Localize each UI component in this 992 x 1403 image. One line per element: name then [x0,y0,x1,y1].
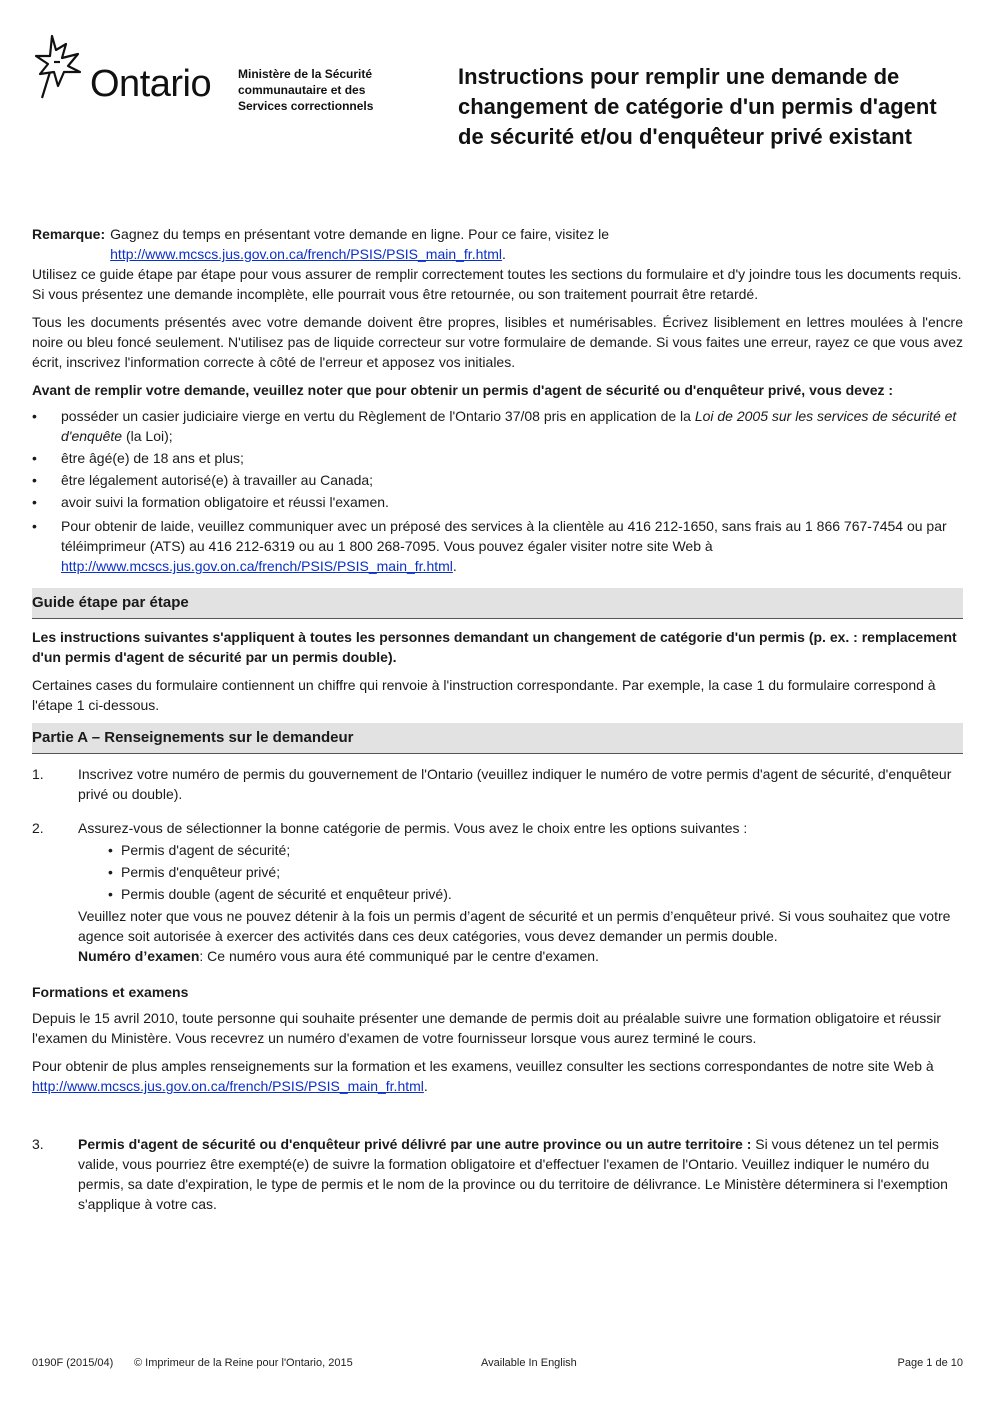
psis-website-link[interactable]: http://www.mcscs.jus.gov.on.ca/french/PSIS/PSIS_main_fr.html [61,558,453,574]
guide-section-heading: Guide étape par étape [32,588,963,619]
list-item: • posséder un casier judiciaire vierge en vertu du Règlement de l'Ontario 37/08 pris en application de la Loi de 2005 sur les services de sécurité et d'enquête (la Loi); [32,408,957,444]
trillium-icon [32,32,94,104]
page-number: Page 1 de 10 [897,1357,963,1369]
document-body [32,224,963,1228]
documents-paragraph: Tous les documents présentés avec votre demande doivent être propres, lisibles et numérisables. Écrivez lisiblement en lettres moulées à l'encre noire ou bleu foncé seulement. N'utilisez pas de liquide correcteur sur votre formulaire de demande. Si vous faites une erreur, rayez ce que vous avez écrit, inscrivez l'information correcte à côté de l'erreur et apposez vos initiales. [32,314,963,370]
requirements-list [32,406,963,576]
training-info-paragraph: Pour obtenir de plus amples renseignements sur la formation et les examens, veuillez consulter les sections correspondantes de notre site Web à http://www.mcscs.jus.gov.on.ca/french/PSIS/PSIS_main_fr.html. [32,1058,934,1094]
list-item: • être âgé(e) de 18 ans et plus; [32,450,244,466]
list-item: • Permis d'agent de sécurité; [108,842,291,858]
list-item: • Permis d'enquêteur privé; [108,864,281,880]
list-item: • être légalement autorisé(e) à travailler au Canada; [32,472,374,488]
step-3: 3. Permis d'agent de sécurité ou d'enquêteur privé délivré par une autre province ou un autre territoire : Si vous détenez un tel permis valide, vous pourriez être exempté(e) de suivre la formation obligatoire et d'effectuer l'examen de l'Ontario. Veuillez indiquer le numéro du permis, sa date d'expiration, le type de permis et le nom de la province ou du territoire de délivrance. Le Ministère déterminera si l'exemption s'applique à votre cas. [32,1136,948,1212]
remark-body: Gagnez du temps en présentant votre demande en ligne. Pour ce faire, visitez le http://www.mcscs.jus.gov.on.ca/french/PSIS/PSIS_main_fr.html. [110,226,609,262]
list-item: • Pour obtenir de laide, veuillez communiquer avec un préposé des services à la clientèle au 416 212-1650, sans frais au 1 866 767-7454 ou par téléimprimeur (ATS) au 416 212-6319 ou au 1 800 268-7095. Vous pouvez égaler visiter notre site Web à http://www.mcscs.jus.gov.on.ca/french/PSIS/PSIS_main_fr.html. [32,518,947,574]
available-in-english: Available In English [481,1357,577,1369]
online-application-link[interactable]: http://www.mcscs.jus.gov.on.ca/french/PSIS/PSIS_main_fr.html [110,246,503,262]
form-code: 0190F (2015/04) [32,1357,114,1369]
page-header [32,30,963,160]
license-options-list [78,840,963,904]
training-heading: Formations et examens [32,984,189,1000]
remark-note [32,224,963,264]
training-website-link[interactable]: http://www.mcscs.jus.gov.on.ca/french/PSIS/PSIS_main_fr.html [32,1078,424,1094]
list-item: • Permis double (agent de sécurité et enquêteur privé). [108,886,452,902]
copyright: © Imprimeur de la Reine pour l'Ontario, 2015 [134,1357,353,1369]
exam-number-note: Numéro d’examen: Ce numéro vous aura été communiqué par le centre d'examen. [78,948,599,964]
requirements-heading: Avant de remplir votre demande, veuillez noter que pour obtenir un permis d'agent de sécurité ou d'enquêteur privé, vous devez : [32,382,894,398]
list-item: • avoir suivi la formation obligatoire et réussi l'examen. [32,494,389,510]
intro-paragraph: Utilisez ce guide étape par étape pour vous assurer de remplir correctement toutes les sections du formulaire et d'y joindre tous les documents requis. Si vous présentez une demande incomplète, elle pourrait vous être retournée, ou son traitement pourrait être retardé. [32,266,962,302]
training-paragraph: Depuis le 15 avril 2010, toute personne qui souhaite présenter une demande de permis doit au préalable suivre une formation obligatoire et réussir l'examen du Ministère. Vous recevrez un numéro d'examen de votre fournisseur lorsque vous aurez terminé le cours. [32,1010,942,1046]
document-title: Instructions pour remplir une demande de changement de catégorie d'un permis d'agent de sécurité et/ou d'enquêteur privé existant [458,64,937,149]
ontario-logo [32,32,222,112]
part-a-heading: Partie A – Renseignements sur le demandeur [32,723,963,754]
step-1: 1. Inscrivez votre numéro de permis du gouvernement de l'Ontario (veuillez indiquer le numéro de votre permis d'agent de sécurité, d'enquêteur privé ou double). [32,766,952,802]
remark-label: Remarque: [32,226,106,242]
logo-wordmark: Ontario [90,63,212,105]
guide-paragraph: Certaines cases du formulaire contiennent un chiffre qui renvoie à l'instruction correspondante. Par exemple, la case 1 du formulaire correspond à l'étape 1 ci-dessous. [32,677,936,713]
ministry-name: Ministère de la Sécurité communautaire et des Services correctionnels [238,67,374,113]
guide-scope-paragraph: Les instructions suivantes s'appliquent à toutes les personnes demandant un changement de catégorie d'un permis (p. ex. : remplacement d'un permis d'agent de sécurité par un permis double). [32,629,957,665]
step-2: 2. Assurez-vous de sélectionner la bonne catégorie de permis. Vous avez le choix entre les options suivantes : • Permis d'agent de sécurité; • Permis d'enquêteur privé; • Permis double (agent de sécurité et enquêteur privé). Veuillez noter que vous ne pouvez détenir à la fois un permis d’agent de sécurité et un permis d’enquêteur privé. Si vous souhaitez que votre agence soit autorisée à exercer des activités dans ces deux catégories, vous devez demander un permis double. Numéro d’examen: Ce numéro vous aura été communiqué par le centre d'examen. [32,818,963,966]
